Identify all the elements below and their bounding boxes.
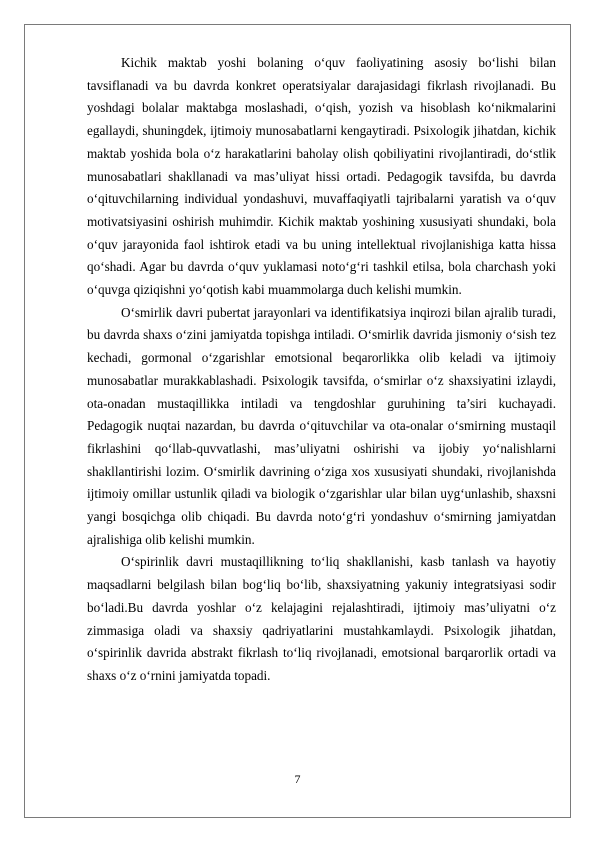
- page-number: 7: [294, 772, 301, 786]
- document-body: [87, 52, 556, 688]
- paragraph-early-school-age: Kichik maktab yoshi bolaning o‘quv faoliyatining asosiy bo‘lishi bilan tavsiflanadi va bu davrda konkret operatsiyalar darajasidagi fikrlash rivojlanadi. Bu yoshdagi bolalar maktabga moslashadi, o‘qish, yozish va hisoblash ko‘nikmalarini egallaydi, shuningdek, ijtimoiy munosabatlarni kengaytiradi. Psixologik jihatdan, kichik maktab yoshida bola o‘z harakatlarini baholay olish qobiliyatini rivojlantiradi, do‘stlik munosabatlari shakllanadi va mas’uliyat hissi ortadi. Pedagogik tavsifda, bu davrda o‘qituvchilarning individual yondashuvi, muvaffaqiyatli tajribalarni yaratish va o‘quv motivatsiyasini oshirish muhimdir. Kichik maktab yoshining xususiyati shundaki, bola o‘quv jarayonida faol ishtirok etadi va bu uning intellektual rivojlanishiga katta hissa qo‘shadi. Agar bu davrda o‘quv yuklamasi noto‘g‘ri tashkil etilsa, bola charchash yoki o‘quvga qiziqishni yo‘qotish kabi muammolarga duch kelishi mumkin.: [87, 55, 556, 298]
- paragraph-youth: O‘spirinlik davri mustaqillikning to‘liq shakllanishi, kasb tanlash va hayotiy maqsadlarni belgilash bilan bog‘liq bo‘lib, shaxsiyatning yakuniy integratsiyasi sodir bo‘ladi.Bu davrda yoshlar o‘z kelajagini rejalashtiradi, ijtimoiy mas’uliyatni o‘z zimmasiga oladi va shaxsiy qadriyatlarini mustahkamlaydi. Psixologik jihatdan, o‘spirinlik davrida abstrakt fikrlash to‘liq rivojlanadi, emotsional barqarorlik ortadi va shaxs o‘z o‘rnini jamiyatda topadi.: [87, 554, 556, 683]
- paragraph-adolescence: O‘smirlik davri pubertat jarayonlari va identifikatsiya inqirozi bilan ajralib turadi, bu davrda shaxs o‘zini jamiyatda topishga intiladi. O‘smirlik davrida jismoniy o‘sish tez kechadi, gormonal o‘zgarishlar emotsional beqarorlikka olib keladi va ijtimoiy munosabatlar murakkablashadi. Psixologik tavsifda, o‘smirlar o‘z shaxsiyatini izlaydi, ota-onadan mustaqillikka intiladi va tengdoshlar guruhining ta’siri kuchayadi. Pedagogik nuqtai nazardan, bu davrda o‘qituvchilar va ota-onalar o‘smirning mustaqil fikrlashini qo‘llab-quvvatlashi, mas’uliyatni oshirishi va ijobiy yo‘nalishlarni shakllantirishi lozim. O‘smirlik davrining o‘ziga xos xususiyati shundaki, rivojlanishda ijtimoiy omillar ustunlik qiladi va biologik o‘zgarishlar ular bilan uyg‘unlashib, shaxsni yangi bosqichga olib chiqadi. Bu davrda noto‘g‘ri yondashuv o‘smirning jamiyatdan ajralishiga olib kelishi mumkin.: [87, 304, 556, 547]
